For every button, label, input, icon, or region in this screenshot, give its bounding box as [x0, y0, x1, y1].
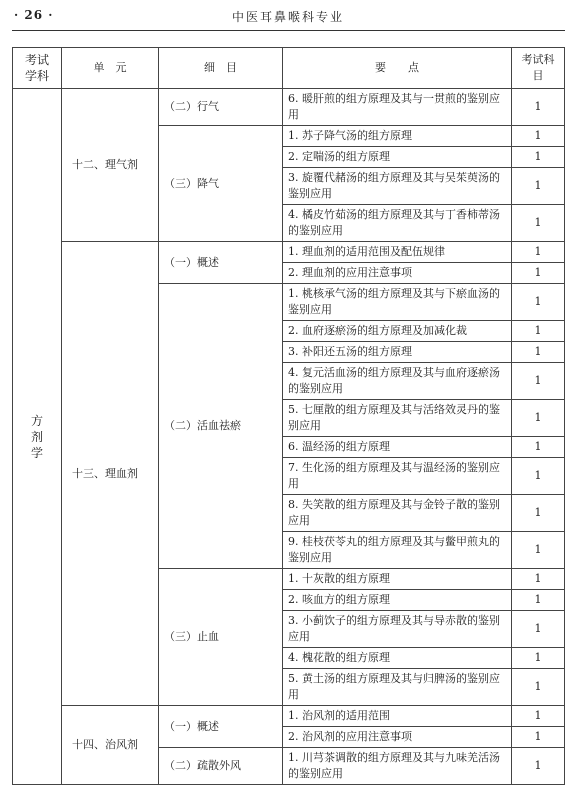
point-cell: 3. 补阳还五汤的组方原理 — [283, 342, 512, 363]
header-level: 考试科目 — [512, 48, 565, 89]
point-cell: 2. 治风剂的应用注意事项 — [283, 727, 512, 748]
level-cell: 1 — [512, 706, 565, 727]
point-cell: 2. 咳血方的组方原理 — [283, 590, 512, 611]
point-cell: 3. 旋覆代赭汤的组方原理及其与吴茱萸汤的鉴别应用 — [283, 168, 512, 205]
point-cell: 5. 黄土汤的组方原理及其与归脾汤的鉴别应用 — [283, 669, 512, 706]
level-cell: 1 — [512, 321, 565, 342]
unit-cell: 十二、理气剂 — [62, 89, 159, 242]
point-cell: 5. 七厘散的组方原理及其与活络效灵丹的鉴别应用 — [283, 400, 512, 437]
detail-cell: （一）概述 — [159, 242, 283, 284]
level-cell: 1 — [512, 458, 565, 495]
level-cell: 1 — [512, 263, 565, 284]
level-cell: 1 — [512, 342, 565, 363]
level-cell: 1 — [512, 363, 565, 400]
syllabus-table — [12, 47, 565, 785]
level-cell: 1 — [512, 147, 565, 168]
detail-cell: （二）行气 — [159, 89, 283, 126]
point-cell: 6. 暖肝煎的组方原理及其与一贯煎的鉴别应用 — [283, 89, 512, 126]
subject-cell: 方剂学 — [13, 89, 62, 785]
point-cell: 1. 治风剂的适用范围 — [283, 706, 512, 727]
level-cell: 1 — [512, 648, 565, 669]
point-cell: 1. 苏子降气汤的组方原理 — [283, 126, 512, 147]
level-cell: 1 — [512, 495, 565, 532]
point-cell: 2. 血府逐瘀汤的组方原理及加减化裁 — [283, 321, 512, 342]
level-cell: 1 — [512, 437, 565, 458]
point-cell: 4. 槐花散的组方原理 — [283, 648, 512, 669]
level-cell: 1 — [512, 400, 565, 437]
point-cell: 8. 失笑散的组方原理及其与金铃子散的鉴别应用 — [283, 495, 512, 532]
point-cell: 2. 定喘汤的组方原理 — [283, 147, 512, 168]
detail-cell: （一）概述 — [159, 706, 283, 748]
point-cell: 3. 小蓟饮子的组方原理及其与导赤散的鉴别应用 — [283, 611, 512, 648]
point-cell: 1. 十灰散的组方原理 — [283, 569, 512, 590]
unit-cell: 十三、理血剂 — [62, 242, 159, 706]
detail-cell: （二）疏散外风 — [159, 748, 283, 785]
table-row — [13, 89, 565, 126]
point-cell: 2. 理血剂的应用注意事项 — [283, 263, 512, 284]
level-cell: 1 — [512, 168, 565, 205]
header-detail: 细 目 — [159, 48, 283, 89]
level-cell: 1 — [512, 242, 565, 263]
level-cell: 1 — [512, 284, 565, 321]
header-subject: 考试学科 — [13, 48, 62, 89]
point-cell: 4. 橘皮竹茹汤的组方原理及其与丁香柿蒂汤的鉴别应用 — [283, 205, 512, 242]
header-rule — [12, 30, 565, 31]
point-cell: 1. 理血剂的适用范围及配伍规律 — [283, 242, 512, 263]
level-cell: 1 — [512, 205, 565, 242]
detail-cell: （三）止血 — [159, 569, 283, 706]
point-cell: 7. 生化汤的组方原理及其与温经汤的鉴别应用 — [283, 458, 512, 495]
level-cell: 1 — [512, 590, 565, 611]
table-row — [13, 706, 565, 727]
table-row — [13, 242, 565, 263]
level-cell: 1 — [512, 669, 565, 706]
level-cell: 1 — [512, 126, 565, 147]
level-cell: 1 — [512, 727, 565, 748]
point-cell: 6. 温经汤的组方原理 — [283, 437, 512, 458]
detail-cell: （二）活血祛瘀 — [159, 284, 283, 569]
table-header-row — [13, 48, 565, 89]
unit-cell: 十四、治风剂 — [62, 706, 159, 785]
header-points: 要 点 — [283, 48, 512, 89]
page-number: · 26 · — [14, 8, 54, 22]
header-unit: 单 元 — [62, 48, 159, 89]
point-cell: 1. 川芎茶调散的组方原理及其与九味羌活汤的鉴别应用 — [283, 748, 512, 785]
level-cell: 1 — [512, 611, 565, 648]
level-cell: 1 — [512, 532, 565, 569]
level-cell: 1 — [512, 569, 565, 590]
point-cell: 1. 桃核承气汤的组方原理及其与下瘀血汤的鉴别应用 — [283, 284, 512, 321]
point-cell: 4. 复元活血汤的组方原理及其与血府逐瘀汤的鉴别应用 — [283, 363, 512, 400]
level-cell: 1 — [512, 748, 565, 785]
point-cell: 9. 桂枝茯苓丸的组方原理及其与鳖甲煎丸的鉴别应用 — [283, 532, 512, 569]
page-header-title: 中医耳鼻喉科专业 — [232, 10, 345, 24]
level-cell: 1 — [512, 89, 565, 126]
detail-cell: （三）降气 — [159, 126, 283, 242]
